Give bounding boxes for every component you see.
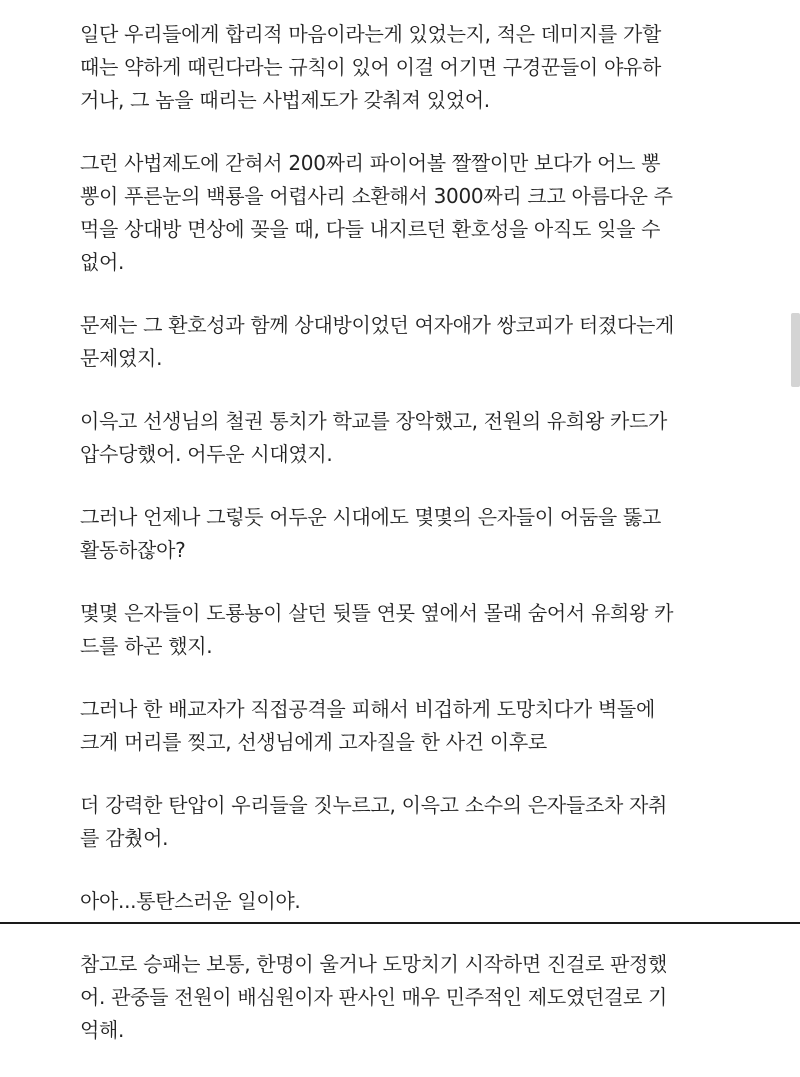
article-body <box>80 18 760 1077</box>
paragraph: 그러나 한 배교자가 직접공격을 피해서 비겁하게 도망치다가 벽돌에 크게 머리를 찢고, 선생님에게 고자질을 한 사건 이후로 <box>80 697 655 754</box>
paragraph: 이윽고 선생님의 철권 통치가 학교를 장악했고, 전원의 유희왕 카드가 압수당했어. 어두운 시대였지. <box>80 409 668 466</box>
paragraph: 그러나 언제나 그렇듯 어두운 시대에도 몇몇의 은자들이 어둠을 뚫고 활동하잖아? <box>80 505 662 562</box>
paragraph: 아아...통탄스러운 일이야. <box>80 889 301 913</box>
paragraph: 몇몇 은자들이 도룡뇽이 살던 뒷뜰 연못 옆에서 몰래 숨어서 유희왕 카 드를 하곤 했지. <box>80 601 674 658</box>
paragraph: 문제는 그 환호성과 함께 상대방이었던 여자애가 쌍코피가 터졌다는게 문제였지. <box>80 313 674 370</box>
paragraph: 일단 우리들에게 합리적 마음이라는게 있었는지, 적은 데미지를 가할 때는 약하게 때린다라는 규칙이 있어 이걸 어기면 구경꾼들이 야유하 거나, 그 놈을 때리는 사법제도가 갖춰져 있었어. <box>80 22 662 112</box>
scrollbar-track[interactable] <box>790 0 800 924</box>
paragraph: 더 강력한 탄압이 우리들을 짓누르고, 이윽고 소수의 은자들조차 자취 를 감췄어. <box>80 793 668 850</box>
scrollbar-thumb[interactable] <box>791 313 800 387</box>
paragraph: 그런 사법제도에 갇혀서 200짜리 파이어볼 짤짤이만 보다가 어느 뽕 뽕이 푸른눈의 백룡을 어렵사리 소환해서 3000짜리 크고 아름다운 주 먹을 상대방 면상에 꽂을 때, 다들 내지르던 환호성을 아직도 잊을 수 없어. <box>80 151 673 274</box>
paragraph: 참고로 승패는 보통, 한명이 울거나 도망치기 시작하면 진걸로 판정했 어. 관중들 전원이 배심원이자 판사인 매우 민주적인 제도였던걸로 기 억해. <box>80 952 668 1042</box>
